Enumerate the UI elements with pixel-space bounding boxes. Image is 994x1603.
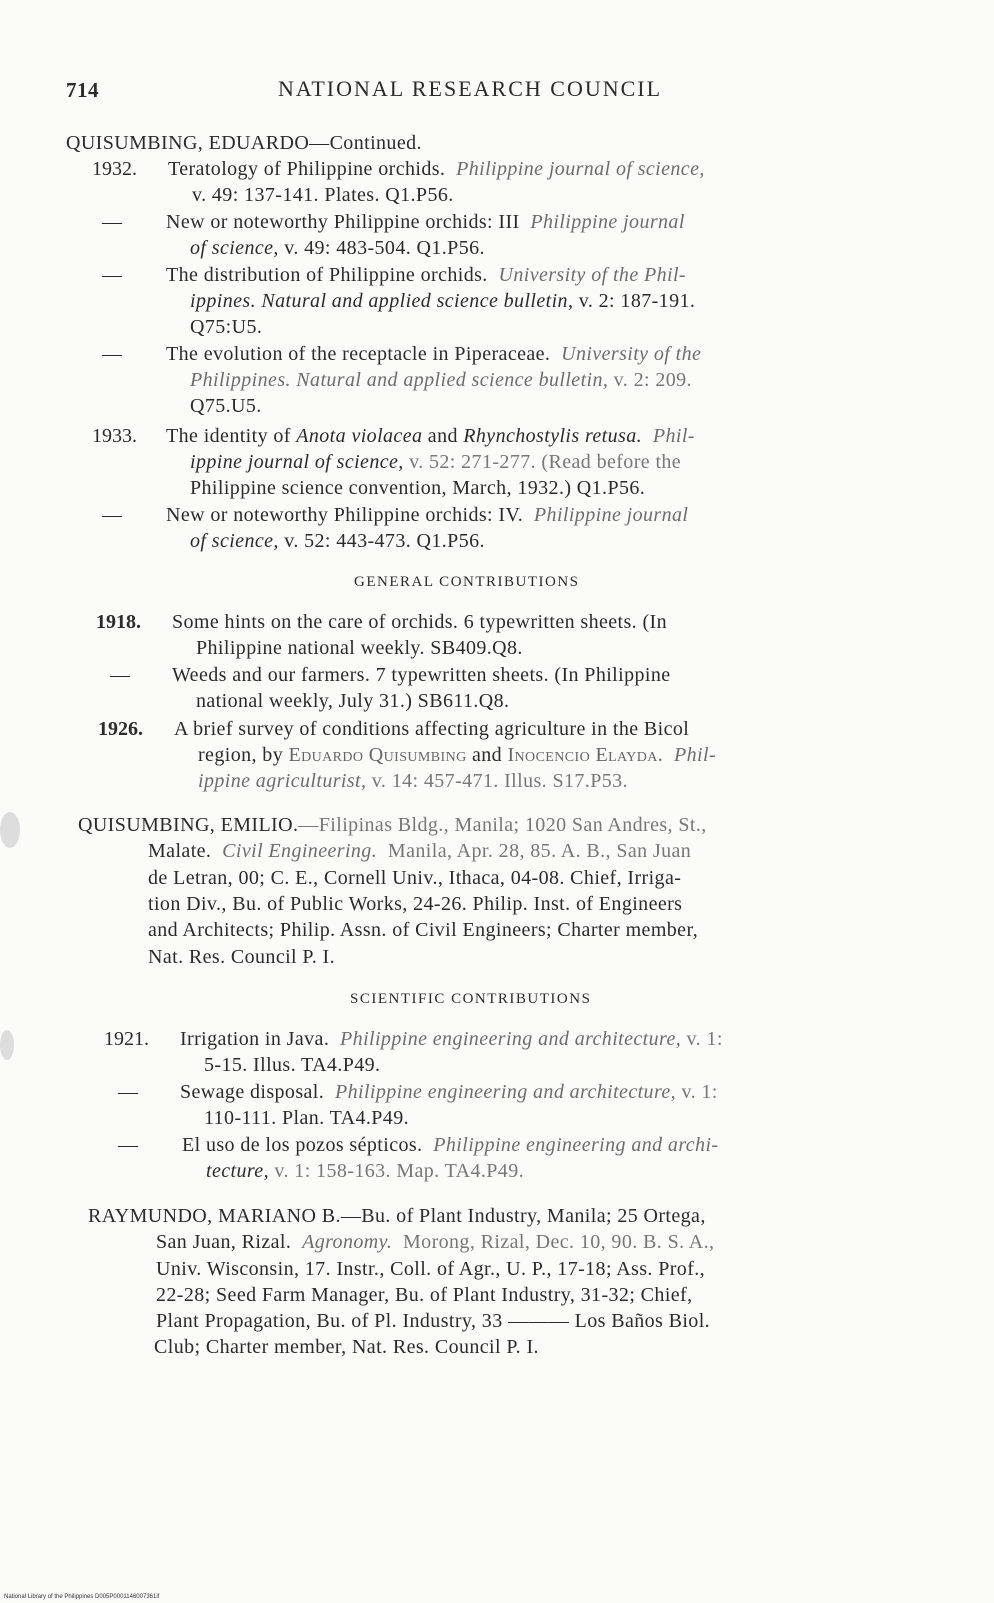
citation-line: Q75:U5. — [190, 316, 263, 338]
entry-heading: RAYMUNDO, MARIANO B.—Bu. of Plant Industry, Manila; 25 Ortega, — [88, 1205, 706, 1227]
scan-footer: National Library of the Philippines D005P0001146007361if — [4, 1594, 160, 1600]
running-head: NATIONAL RESEARCH COUNCIL — [278, 76, 663, 101]
page-header — [66, 78, 926, 108]
citation-line: Irrigation in Java. Philippine engineering and architecture, v. 1: — [180, 1028, 723, 1050]
entry-year: — — [118, 1134, 138, 1156]
citation-line: national weekly, July 31.) SB611.Q8. — [196, 690, 510, 712]
biography-line: Univ. Wisconsin, 17. Instr., Coll. of Agr., U. P., 17-18; Ass. Prof., — [156, 1258, 706, 1280]
biography-line: Club; Charter member, Nat. Res. Council P. I. — [154, 1336, 539, 1358]
biography-line: 22-28; Seed Farm Manager, Bu. of Plant Industry, 31-32; Chief, — [156, 1284, 693, 1306]
entry-year: 1918. — [96, 611, 141, 633]
citation-line: region, by Eduardo Quisumbing and Inocencio Elayda. Phil- — [198, 744, 717, 766]
citation-line: 110-111. Plan. TA4.P49. — [204, 1107, 410, 1129]
citation-line: The evolution of the receptacle in Piperaceae. University of the — [166, 343, 702, 365]
citation-line: of science, v. 49: 483-504. Q1.P56. — [190, 237, 485, 259]
biography-line: San Juan, Rizal. Agronomy. Morong, Rizal, Dec. 10, 90. B. S. A., — [156, 1231, 715, 1253]
citation-line: Some hints on the care of orchids. 6 typewritten sheets. (In — [172, 611, 667, 633]
biography-line: Malate. Civil Engineering. Manila, Apr. 28, 85. A. B., San Juan — [148, 840, 692, 862]
page-number: 714 — [66, 78, 99, 102]
entry-year: — — [102, 504, 122, 526]
entry-year: 1932. — [92, 158, 137, 180]
biography-line: and Architects; Philip. Assn. of Civil Engineers; Charter member, — [148, 919, 699, 941]
citation-line: ippine journal of science, v. 52: 271-277. (Read before the — [190, 451, 682, 473]
entry-year: — — [102, 211, 122, 233]
section-heading-scientific: SCIENTIFIC CONTRIBUTIONS — [350, 991, 592, 1007]
scan-smudge — [0, 1030, 14, 1060]
biography-line: Nat. Res. Council P. I. — [148, 946, 335, 968]
citation-line: of science, v. 52: 443-473. Q1.P56. — [190, 530, 485, 552]
entry-year: — — [110, 664, 130, 686]
citation-line: ippines. Natural and applied science bulletin, v. 2: 187-191. — [190, 290, 696, 312]
entry-year: 1933. — [92, 425, 137, 447]
citation-line: Philippines. Natural and applied science bulletin, v. 2: 209. — [190, 369, 692, 391]
entry-year: — — [118, 1081, 138, 1103]
entry-year: — — [102, 264, 122, 286]
citation-line: A brief survey of conditions affecting agriculture in the Bicol — [174, 718, 690, 740]
citation-line: The identity of Anota violacea and Rhynchostylis retusa. Phil- — [166, 425, 695, 447]
citation-line: Sewage disposal. Philippine engineering and architecture, v. 1: — [180, 1081, 718, 1103]
entry-year: — — [102, 343, 122, 365]
citation-line: 5-15. Illus. TA4.P49. — [204, 1054, 381, 1076]
scan-smudge — [0, 812, 20, 848]
citation-line: Q75.U5. — [190, 395, 262, 417]
entry-year: 1926. — [98, 718, 143, 740]
biography-line: tion Div., Bu. of Public Works, 24-26. Philip. Inst. of Engineers — [148, 893, 683, 915]
citation-line: Philippine science convention, March, 1932.) Q1.P56. — [190, 477, 646, 499]
citation-line: Teratology of Philippine orchids. Philippine journal of science, — [168, 158, 705, 180]
entry-heading: QUISUMBING, EMILIO.—Filipinas Bldg., Manila; 1020 San Andres, St., — [78, 814, 707, 836]
entry-year: 1921. — [104, 1028, 149, 1050]
citation-line: Weeds and our farmers. 7 typewritten sheets. (In Philippine — [172, 664, 671, 686]
citation-line: New or noteworthy Philippine orchids: III Philippine journal — [166, 211, 685, 233]
citation-line: Philippine national weekly. SB409.Q8. — [196, 637, 523, 659]
entry-heading: QUISUMBING, EDUARDO—Continued. — [66, 132, 422, 154]
citation-line: New or noteworthy Philippine orchids: IV. Philippine journal — [166, 504, 689, 526]
citation-line: ippine agriculturist, v. 14: 457-471. Illus. S17.P53. — [198, 770, 628, 792]
citation-line: El uso de los pozos sépticos. Philippine engineering and archi- — [182, 1134, 719, 1156]
citation-line: tecture, v. 1: 158-163. Map. TA4.P49. — [206, 1160, 524, 1182]
biography-line: de Letran, 00; C. E., Cornell Univ., Ithaca, 04-08. Chief, Irriga- — [148, 867, 682, 889]
citation-line: v. 49: 137-141. Plates. Q1.P56. — [192, 184, 454, 206]
section-heading-general: GENERAL CONTRIBUTIONS — [354, 574, 580, 590]
biography-line: Plant Propagation, Bu. of Pl. Industry, 33 ——— Los Baños Biol. — [156, 1310, 711, 1332]
citation-line: The distribution of Philippine orchids. University of the Phil- — [166, 264, 686, 286]
